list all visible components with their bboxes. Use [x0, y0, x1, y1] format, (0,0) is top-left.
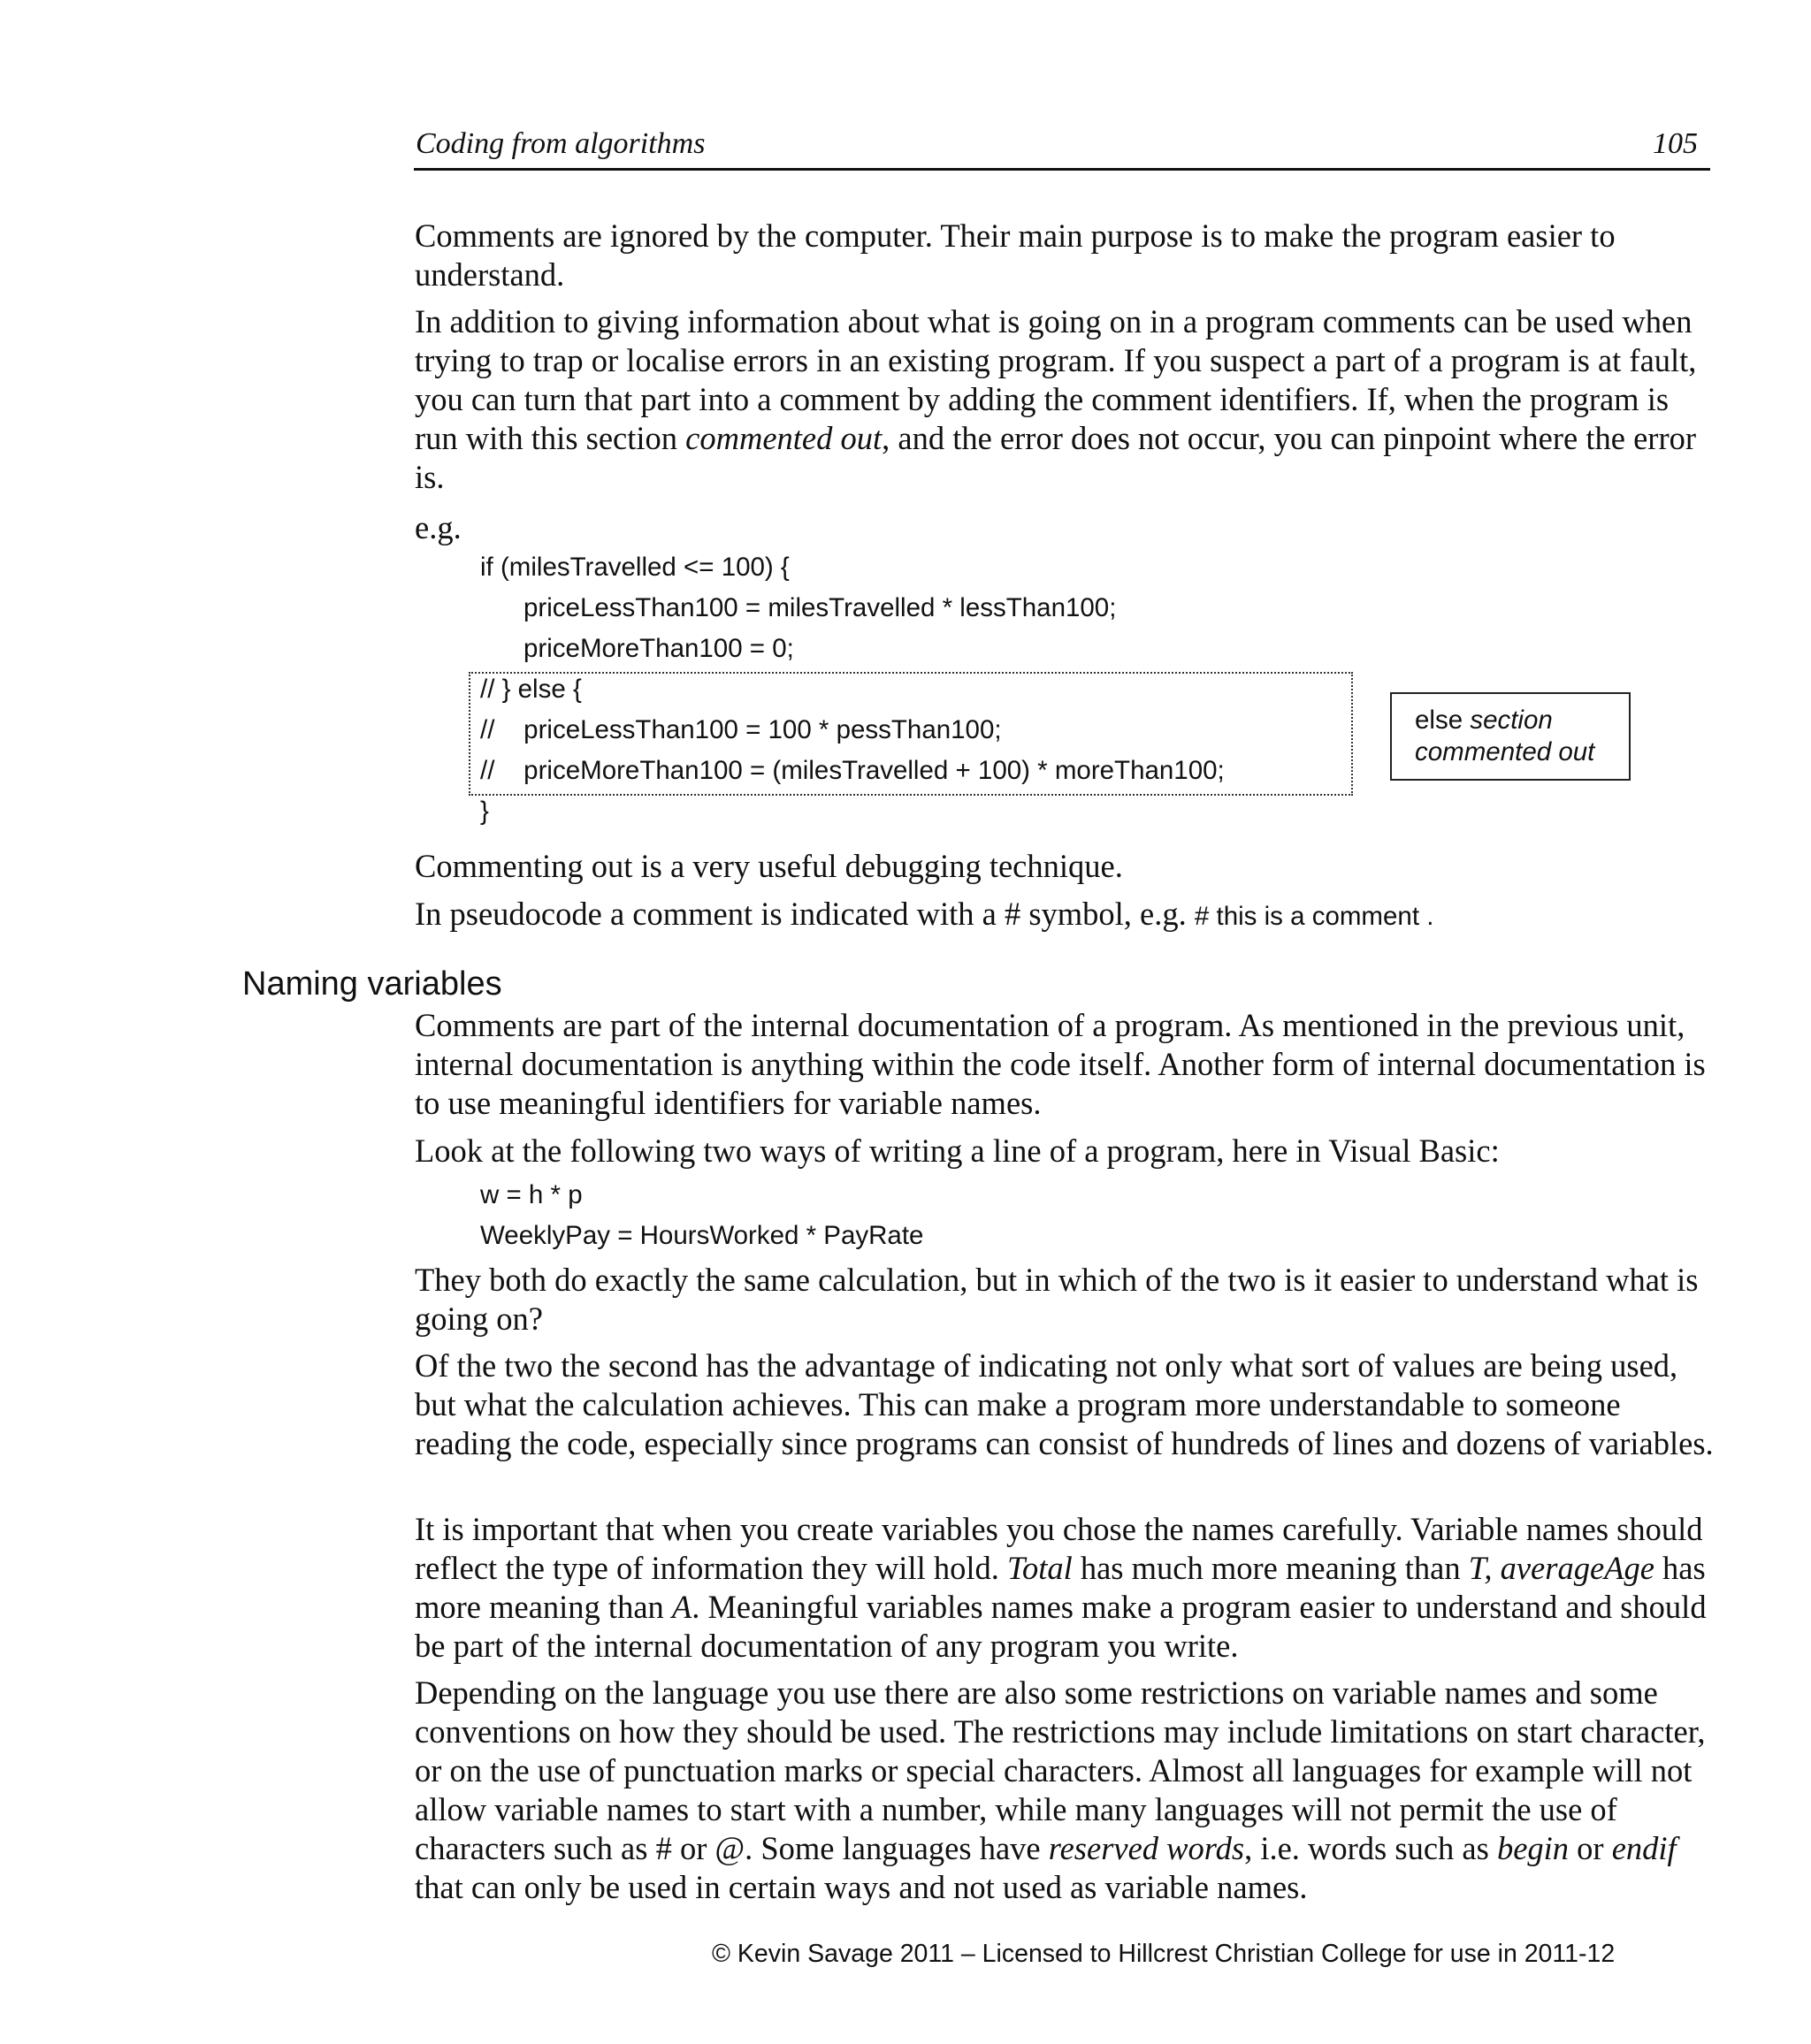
- paragraph-internal-documentation: Comments are part of the internal documentation of a program. As mentioned in the previous unit, internal documentation is anything within the code itself. Another form of internal documentation is to use meaningful identifiers for variable names.: [415, 1007, 1706, 1121]
- copyright-footer: © Kevin Savage 2011 – Licensed to Hillcrest Christian College for use in 2011-12: [712, 1940, 1616, 1968]
- paragraph-second-advantage: Of the two the second has the advantage of indicating not only what sort of values are being used, but what the calculation achieves. This can make a program more understandable to someone reading the code, especially since programs can consist of hundreds of lines and dozens of variables.: [415, 1347, 1714, 1461]
- callout-else-commented-out: else section commented out: [1390, 692, 1631, 781]
- paragraph-same-calculation: They both do exactly the same calculation, but in which of the two is it easier to understand what is going on?: [415, 1262, 1699, 1337]
- code-line: // } else {: [480, 675, 582, 704]
- vb-code-line: w = h * p: [480, 1180, 583, 1209]
- paragraph-pseudocode-comment: In pseudocode a comment is indicated with a # symbol, e.g. # this is a comment .: [415, 896, 1434, 932]
- code-line: priceLessThan100 = milesTravelled * lessThan100;: [523, 593, 1117, 622]
- paragraph-debugging: Commenting out is a very useful debugging technique.: [415, 848, 1123, 884]
- code-line: // priceMoreThan100 = (milesTravelled + 100) * moreThan100;: [480, 756, 1225, 785]
- emphasis-commented-out: commented out: [685, 420, 883, 456]
- eg-label: e.g.: [415, 509, 462, 545]
- code-line: if (milesTravelled <= 100) {: [480, 553, 790, 582]
- section-heading: Naming variables: [242, 965, 502, 1003]
- chapter-title: Coding from algorithms: [416, 127, 706, 160]
- inline-code-comment: # this is a comment .: [1194, 902, 1434, 931]
- page-number: 105: [1653, 127, 1698, 160]
- vb-code-line: WeeklyPay = HoursWorked * PayRate: [480, 1221, 924, 1250]
- paragraph-restrictions: Depending on the language you use there are also some restrictions on variable names and some conventions on how they should be used. The restrictions may include limitations on start character, or on the use of punctuation marks or special characters. Almost all languages for example will not allow variable names to start with a number, while many languages will not permit the use of characters such as # or @. Some languages have reserved words, i.e. words such as begin or endif that can only be used in certain ways and not used as variable names.: [415, 1674, 1706, 1905]
- code-line: }: [480, 797, 489, 826]
- paragraph-commenting-out-intro: In addition to giving information about what is going on in a program comments can be used when trying to trap or localise errors in an existing program. If you suspect a part of a program is at fault, you can turn that part into a comment by adding the comment identifiers. If, when the program is run with this section commented out, and the error does not occur, you can pinpoint where the error is.: [415, 303, 1697, 495]
- code-line: // priceLessThan100 = 100 * pessThan100;: [480, 715, 1002, 744]
- running-header: [414, 124, 1710, 171]
- paragraph-visual-basic-intro: Look at the following two ways of writing a line of a program, here in Visual Basic:: [415, 1133, 1500, 1169]
- code-line: priceMoreThan100 = 0;: [523, 634, 794, 663]
- paragraph-choose-names: It is important that when you create variables you chose the names carefully. Variable names should reflect the type of information they will hold. Total has much more meaning than T, averageAge has more meaning than A. Meaningful variables names make a program easier to understand and should be part of the internal documentation of any program you write.: [415, 1511, 1707, 1664]
- paragraph-comments-ignored: Comments are ignored by the computer. Their main purpose is to make the program easier to understand.: [415, 217, 1616, 293]
